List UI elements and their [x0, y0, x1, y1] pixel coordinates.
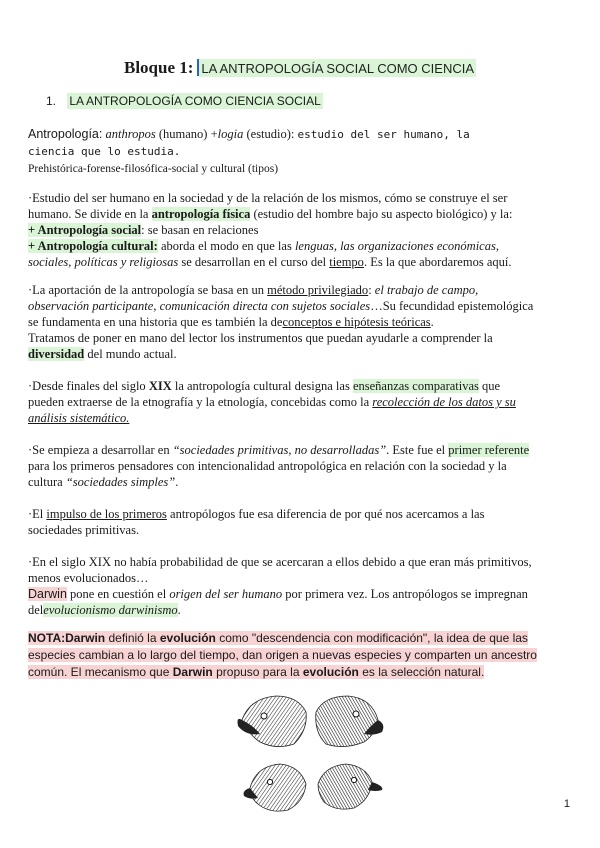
nota-evolucion-2: evolución [302, 665, 359, 679]
p1-line-5a: sociales, políticas y religiosas [28, 255, 179, 269]
definition-gloss2: (estudio): [246, 127, 295, 141]
definition-term: Antropología: [28, 127, 103, 141]
paragraph-darwin [28, 554, 576, 618]
p2-line-1c: : [368, 283, 372, 297]
impulso-primeros: impulso de los primeros [46, 507, 167, 521]
paragraph-aportacion [28, 282, 576, 362]
nota-text-3: común. El mecanismo que [28, 665, 170, 679]
p4-line-3a: cultura [28, 475, 63, 489]
definition-word1: anthropos [105, 127, 156, 141]
nota-label: NOTA: [28, 631, 66, 645]
finch-head-3 [244, 764, 306, 811]
finch-head-1 [238, 696, 307, 747]
p2-line-2b: …Su fecundidad epistemológica [370, 299, 534, 313]
paragraph-impulso [28, 506, 576, 538]
paragraph-siglo-xix [28, 378, 576, 426]
definition-paragraph [28, 126, 576, 177]
nota-line-2: especies cambian a lo largo del tiempo, dan origen a nuevas especies y comparten un ancestro [28, 648, 537, 662]
conceptos-hipotesis: conceptos e hipótesis teóricas [282, 315, 431, 329]
p2-line-5b: del mundo actual. [87, 347, 177, 361]
nota-darwin-2: Darwin [172, 665, 213, 679]
sociedades-simples: “sociedades simples” [65, 475, 176, 489]
p3-line-1a: ·Desde finales del siglo [28, 379, 146, 393]
definition-meaning-1: estudio del ser humano, la [297, 128, 470, 141]
document-title [0, 58, 600, 78]
p1-line-1: ·Estudio del ser humano en la sociedad y de la relación de los mismos, cómo se construye el ser [28, 191, 508, 205]
p2-line-1d: el trabajo de campo, [374, 283, 479, 297]
p4-line-3c: . [175, 475, 179, 489]
p3-xix: XIX [148, 379, 172, 393]
p4-line-1a: ·Se empieza a desarrollar en [28, 443, 170, 457]
recoleccion-datos: recolección de los datos y su [372, 395, 516, 409]
p6-line-3d: por primera vez. Los antropólogos se impregnan [285, 587, 528, 601]
primer-referente: primer referente [448, 443, 530, 457]
nota-text-2: como "descendencia con modificación", la idea de que las [219, 631, 528, 645]
section-heading [46, 94, 323, 108]
p6-line-3b: pone en cuestión el [70, 587, 167, 601]
p2-line-4: Tratamos de poner en mano del lector los instrumentos que puedan ayudarle a comprender la [28, 331, 493, 345]
section-number: 1. [46, 94, 57, 108]
p4-line-1b: “sociedades primitivas, no desarrolladas” [172, 443, 387, 457]
metodo-privilegiado: método privilegiado [267, 283, 369, 297]
nota-text-4: propuso para la [216, 665, 300, 679]
paragraph-sociedades-primitivas [28, 442, 576, 490]
p6-line-4a: del [28, 603, 44, 617]
evolucionismo-darwinismo: evolucionismo darwinismo [43, 603, 178, 617]
p1-line-4c: lenguas, las organizaciones económicas, [294, 239, 499, 253]
p3-line-2a: pueden extraerse de la etnografía y la etnología, concebidas como la [28, 395, 370, 409]
antropologia-cultural: + Antropología cultural: [28, 239, 158, 253]
nota-text-5: es la selección natural. [362, 665, 485, 679]
page-number: 1 [563, 798, 570, 810]
nota-evolucion-1: evolución [159, 631, 216, 645]
origen-ser-humano: origen del ser humano [169, 587, 283, 601]
bloque-label: Bloque 1: [123, 58, 194, 77]
paragraph-estudio [28, 190, 576, 270]
p5-line-1a: ·El [28, 507, 44, 521]
p1-line-5b: se desarrollan en el curso del [181, 255, 327, 269]
definition-gloss1: (humano) [158, 127, 208, 141]
block-title: LA ANTROPOLOGÍA SOCIAL COMO CIENCIA [201, 61, 475, 76]
p2-line-2a: observación participante, comunicación directa con sujetos sociales [28, 299, 371, 313]
darwin-finches-illustration [236, 690, 386, 818]
definition-plus: + [210, 127, 218, 141]
p4-line-2: para los primeros pensadores con intencionalidad antropológica en relación con la sociedad y la [28, 459, 507, 473]
ensenanzas-comparativas: enseñanzas comparativas [352, 379, 479, 393]
p1-line-2c: (estudio del hombre bajo su aspecto biológico) y la: [253, 207, 513, 221]
finch-head-4 [318, 764, 382, 809]
p2-line-3c: . [430, 315, 434, 329]
p1-line-4b: aborda el modo en que las [160, 239, 292, 253]
diversidad: diversidad [28, 347, 85, 361]
nota-darwin-1: Darwin [65, 631, 106, 645]
p1-line-5d: . Es la que abordaremos aquí. [363, 255, 512, 269]
p2-line-1a: ·La aportación de la antropología se basa en un [28, 283, 265, 297]
p5-line-1c: antropólogos fue esa diferencia de por qué nos acercamos a las [170, 507, 485, 521]
p3-line-1e: que [482, 379, 501, 393]
p1-tiempo: tiempo [329, 255, 364, 269]
p1-line-3b: : se basan en relaciones [141, 223, 259, 237]
definition-word2: logia [217, 127, 244, 141]
p1-line-2a: humano. Se divide en la [28, 207, 149, 221]
p3-line-1c: la antropología cultural designa las [174, 379, 350, 393]
p5-line-2: sociedades primitivas. [28, 523, 140, 537]
antropologia-social: + Antropología social [28, 223, 142, 237]
p4-line-1c: . Este fue el [386, 443, 446, 457]
p6-line-4c: . [177, 603, 181, 617]
analisis-sistematico: análisis sistemático. [28, 411, 130, 425]
antropologia-fisica: antropología física [151, 207, 251, 221]
nota-text-1: definió la [108, 631, 157, 645]
p6-line-2: menos evolucionados… [28, 571, 149, 585]
darwin-name: Darwin [28, 587, 67, 601]
section-title: LA ANTROPOLOGÍA COMO CIENCIA SOCIAL [69, 94, 321, 108]
p6-line-1: ·En el siglo XIX no había probabilidad de que se acercaran a ellos debido a que eran más primitivos, [28, 555, 532, 569]
nota-block [28, 630, 576, 681]
definition-meaning-2: ciencia que lo estudia. [28, 145, 181, 158]
definition-types: Prehistórica-forense-filosófica-social y cultural (tipos) [28, 163, 279, 175]
p2-line-3a: se fundamenta en una historia que es también la de [28, 315, 283, 329]
finch-head-2 [316, 696, 384, 747]
